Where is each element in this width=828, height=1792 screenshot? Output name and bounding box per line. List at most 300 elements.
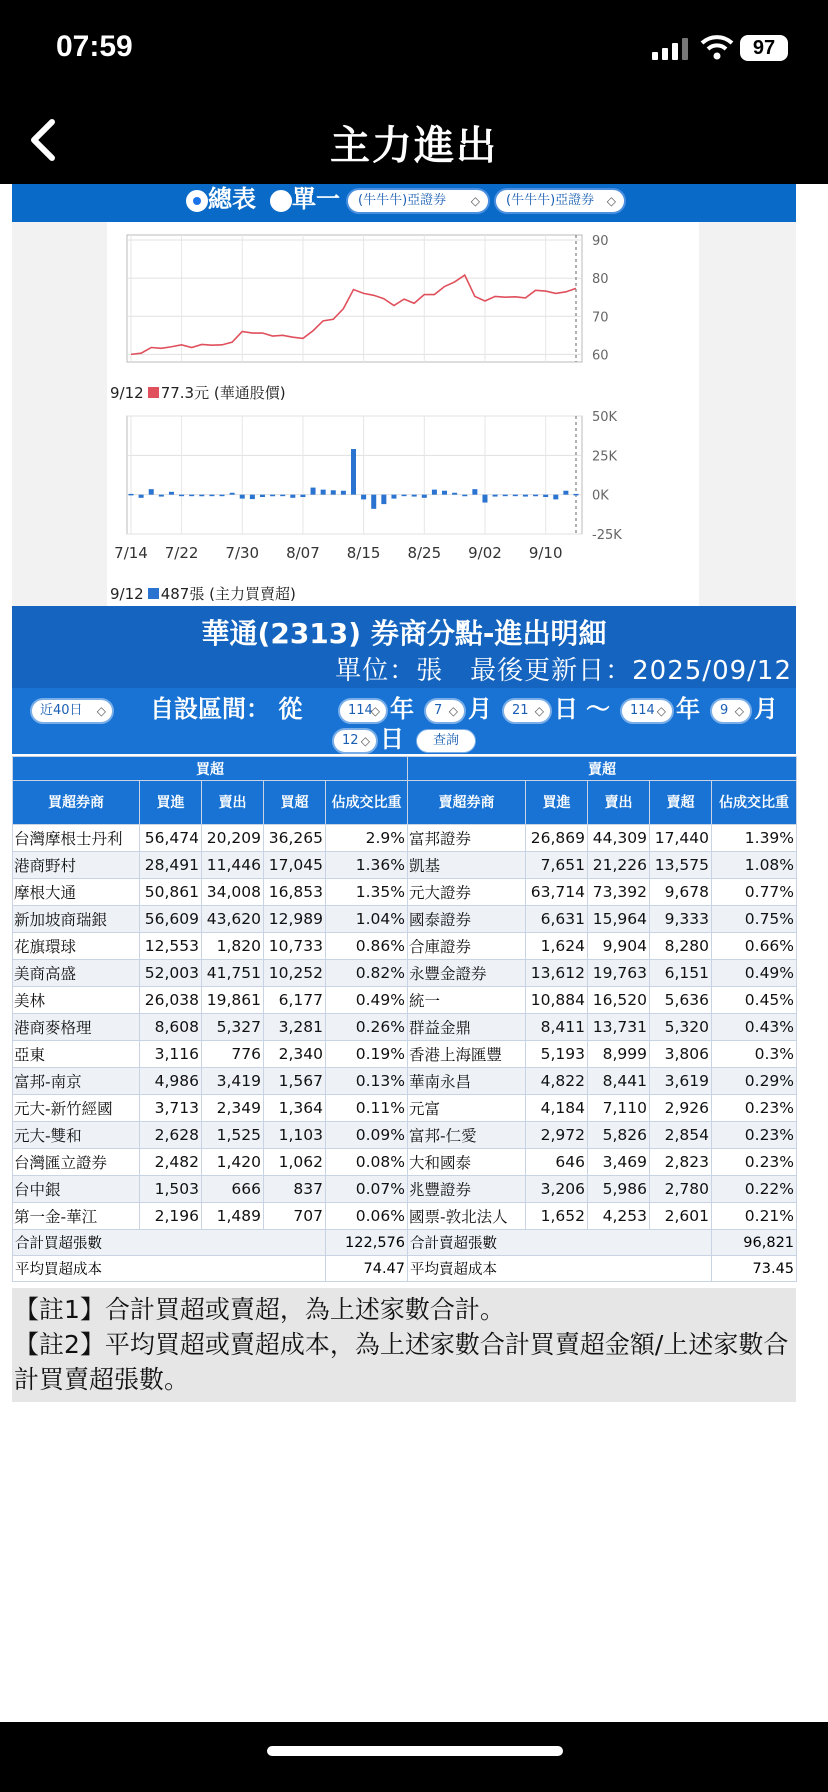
avg-sell-value: 73.45	[712, 1256, 797, 1282]
volume-bar	[422, 495, 427, 498]
volume-bar	[230, 493, 235, 495]
value-cell: 0.49%	[326, 987, 408, 1014]
price-y-tick: 60	[592, 348, 609, 364]
end-day-value: 12	[342, 733, 359, 748]
group-buy-header: 買超	[13, 757, 408, 781]
value-cell: 11,446	[202, 852, 264, 879]
volume-bar	[260, 495, 265, 497]
value-cell: 26,869	[526, 825, 588, 852]
volume-bar	[482, 495, 487, 503]
volume-x-tick: 9/10	[528, 544, 563, 562]
value-cell: 8,608	[140, 1014, 202, 1041]
broker-name-cell[interactable]: 新加坡商瑞銀	[13, 906, 140, 933]
value-cell: 2,854	[650, 1122, 712, 1149]
report-subtitle: 單位：張 最後更新日：2025/09/12	[335, 656, 792, 686]
broker-name-cell[interactable]: 兆豐證券	[408, 1176, 526, 1203]
volume-legend	[110, 583, 296, 604]
volume-bar	[543, 495, 548, 497]
volume-bar	[432, 490, 437, 495]
table-row	[13, 1203, 797, 1230]
chevron-updown-icon: ◇	[360, 734, 370, 748]
volume-bar	[300, 495, 305, 497]
volume-y-tick: 50K	[592, 410, 618, 425]
wifi-icon	[700, 34, 734, 60]
start-month-select[interactable]	[424, 698, 466, 724]
value-cell: 0.23%	[712, 1149, 797, 1176]
volume-bar	[503, 495, 508, 497]
table-row	[13, 960, 797, 987]
broker-name-cell[interactable]: 富邦-仁愛	[408, 1122, 526, 1149]
broker-name-cell[interactable]: 香港上海匯豐	[408, 1041, 526, 1068]
value-cell: 17,440	[650, 825, 712, 852]
radio-single-label: 單一	[292, 185, 340, 213]
table-row	[13, 1095, 797, 1122]
chevron-updown-icon: ◇	[470, 194, 480, 208]
volume-x-tick: 8/15	[346, 544, 381, 562]
value-cell: 13,731	[588, 1014, 650, 1041]
value-cell: 2,349	[202, 1095, 264, 1122]
value-cell: 12,989	[264, 906, 326, 933]
value-cell: 1,820	[202, 933, 264, 960]
volume-bar	[169, 492, 174, 495]
start-year-value: 114	[348, 703, 373, 718]
broker-select-1[interactable]	[346, 188, 490, 214]
broker-name-cell[interactable]: 亞東	[13, 1041, 140, 1068]
value-cell: 2,482	[140, 1149, 202, 1176]
volume-bar	[523, 495, 528, 497]
radio-single[interactable]	[270, 190, 292, 212]
broker-name-cell[interactable]: 台灣摩根士丹利	[13, 825, 140, 852]
value-cell: 0.19%	[326, 1041, 408, 1068]
value-cell: 2.9%	[326, 825, 408, 852]
avg-buy-value: 74.47	[326, 1256, 408, 1282]
broker-name-cell[interactable]: 富邦證券	[408, 825, 526, 852]
value-cell: 707	[264, 1203, 326, 1230]
value-cell: 0.06%	[326, 1203, 408, 1230]
broker-name-cell[interactable]: 華南永昌	[408, 1068, 526, 1095]
price-plot-frame	[127, 235, 582, 362]
broker-select-2[interactable]	[494, 188, 626, 214]
value-cell: 63,714	[526, 879, 588, 906]
broker-name-cell[interactable]: 第一金-華江	[13, 1203, 140, 1230]
broker-name-cell[interactable]: 凱基	[408, 852, 526, 879]
volume-bar	[472, 489, 477, 495]
volume-y-tick: -25K	[592, 528, 622, 543]
volume-bar	[402, 495, 407, 497]
value-cell: 56,609	[140, 906, 202, 933]
value-cell: 9,904	[588, 933, 650, 960]
volume-x-tick: 8/25	[407, 544, 442, 562]
report-header	[12, 606, 796, 688]
volume-x-tick: 7/22	[164, 544, 199, 562]
volume-x-tick: 7/14	[114, 544, 148, 562]
table-row	[13, 1041, 797, 1068]
sum-sell-value: 96,821	[712, 1230, 797, 1256]
year-char-1: 年	[390, 695, 414, 723]
query-button[interactable]: 查詢	[416, 729, 476, 753]
start-month-value: 7	[434, 703, 443, 718]
value-cell: 646	[526, 1149, 588, 1176]
volume-bar	[563, 491, 568, 495]
broker-name-cell[interactable]: 國票-敦北法人	[408, 1203, 526, 1230]
col-sell-in: 買進	[526, 781, 588, 825]
broker-name-cell[interactable]: 台灣匯立證券	[13, 1149, 140, 1176]
price-y-tick: 80	[592, 272, 609, 288]
sum-buy-label: 合計買超張數	[13, 1230, 326, 1256]
value-cell: 7,651	[526, 852, 588, 879]
view-toggle-bar	[12, 184, 796, 222]
range-tilde: ～	[586, 695, 610, 723]
value-cell: 3,806	[650, 1041, 712, 1068]
value-cell: 8,999	[588, 1041, 650, 1068]
volume-bar	[361, 495, 366, 500]
broker-name-cell[interactable]: 港商麥格理	[13, 1014, 140, 1041]
value-cell: 2,340	[264, 1041, 326, 1068]
volume-bar	[513, 495, 518, 497]
broker-name-cell[interactable]: 大和國泰	[408, 1149, 526, 1176]
volume-bar	[553, 495, 558, 500]
broker-name-cell[interactable]: 元大-新竹經國	[13, 1095, 140, 1122]
col-sell-ratio: 佔成交比重	[712, 781, 797, 825]
volume-bar	[331, 490, 336, 494]
broker-name-cell[interactable]: 花旗環球	[13, 933, 140, 960]
col-sell-broker: 賣超券商	[408, 781, 526, 825]
volume-x-tick: 8/07	[286, 544, 320, 562]
value-cell: 666	[202, 1176, 264, 1203]
avg-buy-label: 平均買超成本	[13, 1256, 326, 1282]
value-cell: 0.86%	[326, 933, 408, 960]
broker-name-cell[interactable]: 元大-雙和	[13, 1122, 140, 1149]
end-month-select[interactable]	[710, 698, 752, 724]
value-cell: 10,733	[264, 933, 326, 960]
sum-buy-value: 122,576	[326, 1230, 408, 1256]
price-legend-text: 77.3元 (華通股價)	[160, 384, 286, 402]
group-sell-header: 賣超	[408, 757, 797, 781]
value-cell: 1,103	[264, 1122, 326, 1149]
volume-bar	[351, 449, 356, 495]
value-cell: 5,636	[650, 987, 712, 1014]
table-row	[13, 852, 797, 879]
date-range-bar	[12, 688, 796, 754]
value-cell: 9,678	[650, 879, 712, 906]
volume-bar	[462, 495, 467, 497]
broker-name-cell[interactable]: 永豐金證券	[408, 960, 526, 987]
col-buy-net: 買超	[264, 781, 326, 825]
table-row	[13, 1176, 797, 1203]
value-cell: 34,008	[202, 879, 264, 906]
value-cell: 0.11%	[326, 1095, 408, 1122]
value-cell: 0.75%	[712, 906, 797, 933]
start-day-select[interactable]	[502, 698, 552, 724]
chevron-updown-icon: ◇	[448, 704, 458, 718]
value-cell: 3,281	[264, 1014, 326, 1041]
value-cell: 43,620	[202, 906, 264, 933]
value-cell: 2,926	[650, 1095, 712, 1122]
day-char-1: 日	[554, 695, 578, 723]
value-cell: 0.43%	[712, 1014, 797, 1041]
volume-bar	[189, 495, 194, 497]
value-cell: 50,861	[140, 879, 202, 906]
value-cell: 1,503	[140, 1176, 202, 1203]
value-cell: 4,986	[140, 1068, 202, 1095]
value-cell: 5,193	[526, 1041, 588, 1068]
col-buy-broker: 買超券商	[13, 781, 140, 825]
volume-bar	[129, 494, 134, 496]
table-row	[13, 1014, 797, 1041]
broker-select-2-value: (牛牛牛)亞證券	[506, 193, 595, 208]
volume-bar	[149, 489, 154, 495]
broker-name-cell[interactable]: 合庫證券	[408, 933, 526, 960]
value-cell: 2,972	[526, 1122, 588, 1149]
day-char-2: 日	[380, 725, 404, 753]
value-cell: 1,624	[526, 933, 588, 960]
volume-legend-swatch	[148, 588, 159, 599]
broker-name-cell[interactable]: 國泰證券	[408, 906, 526, 933]
value-cell: 12,553	[140, 933, 202, 960]
value-cell: 6,177	[264, 987, 326, 1014]
value-cell: 5,826	[588, 1122, 650, 1149]
group-header-row	[13, 757, 797, 781]
value-cell: 8,441	[588, 1068, 650, 1095]
volume-bar	[209, 495, 214, 497]
value-cell: 16,520	[588, 987, 650, 1014]
start-day-value: 21	[512, 703, 529, 718]
battery-icon: 97	[740, 35, 788, 61]
value-cell: 3,619	[650, 1068, 712, 1095]
value-cell: 2,196	[140, 1203, 202, 1230]
value-cell: 10,252	[264, 960, 326, 987]
month-char-1: 月	[468, 695, 492, 723]
volume-x-tick: 9/02	[468, 544, 502, 562]
col-buy-ratio: 佔成交比重	[326, 781, 408, 825]
value-cell: 0.21%	[712, 1203, 797, 1230]
broker-name-cell[interactable]: 群益金鼎	[408, 1014, 526, 1041]
value-cell: 15,964	[588, 906, 650, 933]
value-cell: 0.45%	[712, 987, 797, 1014]
volume-bar	[442, 491, 447, 495]
value-cell: 0.23%	[712, 1122, 797, 1149]
price-legend-swatch	[148, 387, 159, 398]
value-cell: 2,628	[140, 1122, 202, 1149]
value-cell: 1,364	[264, 1095, 326, 1122]
broker-name-cell[interactable]: 富邦-南京	[13, 1068, 140, 1095]
value-cell: 4,822	[526, 1068, 588, 1095]
value-cell: 0.29%	[712, 1068, 797, 1095]
value-cell: 9,333	[650, 906, 712, 933]
broker-name-cell[interactable]: 元大證券	[408, 879, 526, 906]
broker-table	[12, 756, 797, 1282]
value-cell: 36,265	[264, 825, 326, 852]
month-char-2: 月	[754, 695, 778, 723]
value-cell: 8,411	[526, 1014, 588, 1041]
value-cell: 26,038	[140, 987, 202, 1014]
volume-bar	[381, 495, 386, 504]
volume-bar	[240, 495, 245, 499]
volume-bar	[533, 495, 538, 497]
value-cell: 776	[202, 1041, 264, 1068]
value-cell: 3,116	[140, 1041, 202, 1068]
price-line	[131, 275, 576, 354]
value-cell: 5,320	[650, 1014, 712, 1041]
value-cell: 13,612	[526, 960, 588, 987]
volume-bar	[391, 495, 396, 499]
value-cell: 837	[264, 1176, 326, 1203]
preset-select[interactable]	[30, 698, 114, 724]
value-cell: 5,986	[588, 1176, 650, 1203]
value-cell: 1,652	[526, 1203, 588, 1230]
col-sell-out: 賣出	[588, 781, 650, 825]
volume-bar	[574, 494, 579, 496]
range-label: 自設區間： 從	[150, 695, 303, 723]
value-cell: 0.23%	[712, 1095, 797, 1122]
price-legend	[110, 382, 286, 403]
end-day-select[interactable]	[332, 728, 378, 754]
volume-x-tick: 7/30	[225, 544, 260, 562]
volume-bar	[220, 495, 225, 497]
note-1: 【註1】合計買超或賣超，為上述家數合計。	[14, 1295, 505, 1324]
volume-bar	[493, 495, 498, 497]
price-y-tick: 90	[592, 234, 609, 249]
broker-name-cell[interactable]: 台中銀	[13, 1176, 140, 1203]
value-cell: 7,110	[588, 1095, 650, 1122]
value-cell: 17,045	[264, 852, 326, 879]
chevron-updown-icon: ◇	[96, 704, 106, 718]
col-buy-in: 買進	[140, 781, 202, 825]
status-bar	[0, 0, 828, 100]
volume-bar	[250, 495, 255, 499]
preset-value: 近40日	[40, 703, 83, 718]
broker-name-cell[interactable]: 港商野村	[13, 852, 140, 879]
broker-select-1-value: (牛牛牛)亞證券	[358, 193, 447, 208]
value-cell: 2,823	[650, 1149, 712, 1176]
value-cell: 0.3%	[712, 1041, 797, 1068]
chevron-updown-icon: ◇	[734, 704, 744, 718]
value-cell: 0.09%	[326, 1122, 408, 1149]
volume-bar	[199, 495, 204, 497]
table-row	[13, 879, 797, 906]
value-cell: 0.22%	[712, 1176, 797, 1203]
value-cell: 10,884	[526, 987, 588, 1014]
table-row	[13, 906, 797, 933]
value-cell: 2,780	[650, 1176, 712, 1203]
value-cell: 6,151	[650, 960, 712, 987]
value-cell: 1.35%	[326, 879, 408, 906]
chevron-updown-icon: ◇	[534, 704, 544, 718]
value-cell: 0.13%	[326, 1068, 408, 1095]
volume-bar	[412, 495, 417, 497]
value-cell: 1.08%	[712, 852, 797, 879]
broker-name-cell[interactable]: 元富	[408, 1095, 526, 1122]
value-cell: 0.26%	[326, 1014, 408, 1041]
value-cell: 0.66%	[712, 933, 797, 960]
value-cell: 1,525	[202, 1122, 264, 1149]
volume-bar	[290, 495, 295, 498]
value-cell: 3,419	[202, 1068, 264, 1095]
value-cell: 4,184	[526, 1095, 588, 1122]
page-title: 主力進出	[330, 123, 498, 169]
value-cell: 3,206	[526, 1176, 588, 1203]
clock: 07:59	[56, 30, 133, 63]
radio-summary-label: 總表	[208, 185, 256, 213]
sum-row	[13, 1230, 797, 1256]
volume-legend-date: 9/12	[110, 585, 144, 603]
end-month-value: 9	[720, 703, 729, 718]
start-year-select[interactable]	[338, 698, 388, 724]
volume-bar	[270, 495, 275, 497]
value-cell: 21,226	[588, 852, 650, 879]
value-cell: 1,489	[202, 1203, 264, 1230]
table-row	[13, 987, 797, 1014]
value-cell: 0.77%	[712, 879, 797, 906]
volume-bar	[452, 493, 457, 495]
value-cell: 0.49%	[712, 960, 797, 987]
sum-sell-label: 合計賣超張數	[408, 1230, 712, 1256]
table-row	[13, 1068, 797, 1095]
value-cell: 19,763	[588, 960, 650, 987]
broker-name-cell[interactable]: 美林	[13, 987, 140, 1014]
value-cell: 1,062	[264, 1149, 326, 1176]
home-bar-area	[0, 1722, 828, 1792]
note-2: 【註2】平均買超或賣超成本，為上述家數合計買賣超金額/上述家數合計買賣超張數。	[14, 1330, 789, 1394]
value-cell: 4,253	[588, 1203, 650, 1230]
chart-area	[12, 222, 796, 606]
volume-y-tick: 0K	[592, 488, 609, 504]
volume-bar	[280, 495, 285, 497]
col-buy-out: 賣出	[202, 781, 264, 825]
value-cell: 2,601	[650, 1203, 712, 1230]
table-row	[13, 1149, 797, 1176]
broker-name-cell[interactable]: 摩根大通	[13, 879, 140, 906]
price-legend-date: 9/12	[110, 384, 144, 402]
broker-name-cell[interactable]: 美商高盛	[13, 960, 140, 987]
home-indicator[interactable]	[267, 1746, 563, 1756]
report-title: 華通(2313) 券商分點-進出明細	[201, 617, 607, 650]
value-cell: 0.08%	[326, 1149, 408, 1176]
value-cell: 13,575	[650, 852, 712, 879]
volume-y-tick: 25K	[592, 449, 618, 465]
chevron-updown-icon: ◇	[606, 194, 616, 208]
volume-bar	[159, 495, 164, 497]
avg-sell-label: 平均賣超成本	[408, 1256, 712, 1282]
broker-name-cell[interactable]: 統一	[408, 987, 526, 1014]
price-chart	[107, 222, 707, 382]
volume-legend-text: 487張 (主力買賣超)	[160, 585, 296, 603]
value-cell: 20,209	[202, 825, 264, 852]
end-year-select[interactable]	[620, 698, 674, 724]
radio-summary[interactable]	[186, 190, 208, 212]
value-cell: 5,327	[202, 1014, 264, 1041]
volume-chart	[107, 408, 707, 578]
column-header-row	[13, 781, 797, 825]
value-cell: 56,474	[140, 825, 202, 852]
volume-bar	[371, 495, 376, 509]
value-cell: 1.39%	[712, 825, 797, 852]
volume-bar	[311, 488, 316, 495]
cellular-signal-icon	[652, 38, 692, 60]
value-cell: 3,713	[140, 1095, 202, 1122]
value-cell: 8,280	[650, 933, 712, 960]
volume-bar	[179, 495, 184, 497]
nav-bar	[0, 100, 828, 184]
avg-row	[13, 1256, 797, 1282]
value-cell: 28,491	[140, 852, 202, 879]
value-cell: 73,392	[588, 879, 650, 906]
volume-bar	[341, 491, 346, 495]
value-cell: 44,309	[588, 825, 650, 852]
end-year-value: 114	[630, 703, 655, 718]
notes-box	[12, 1288, 796, 1402]
value-cell: 0.82%	[326, 960, 408, 987]
